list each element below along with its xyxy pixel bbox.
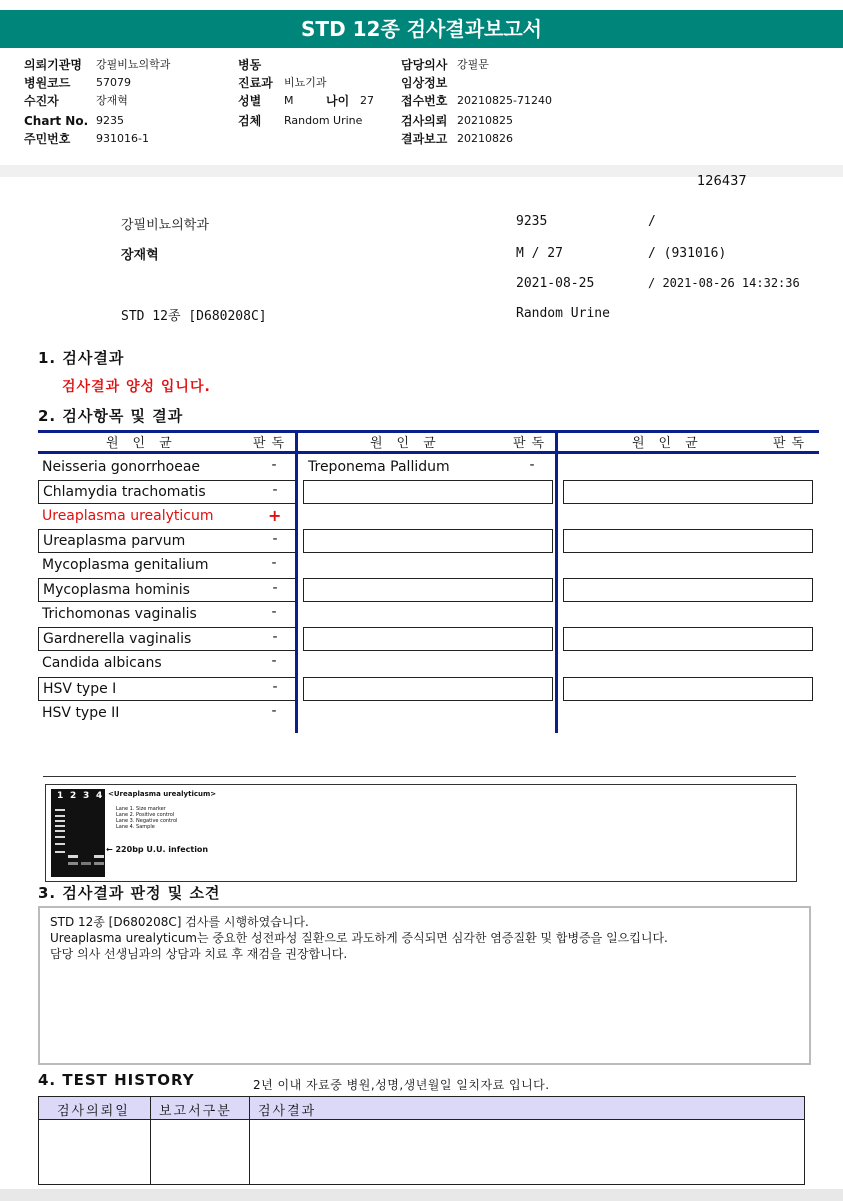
label-ward: 병동 bbox=[238, 58, 262, 72]
history-header-request-date: 검사의뢰일 bbox=[57, 1104, 130, 1119]
label-institution: 의뢰기관명 bbox=[24, 58, 82, 72]
organism-row bbox=[38, 603, 296, 627]
section2-title: 2. 검사항목 및 결과 bbox=[38, 407, 184, 425]
organism-results-table bbox=[38, 430, 819, 733]
empty-result-cell bbox=[563, 627, 813, 651]
opinion-line: STD 12종 [D680208C] 검사를 시행하였습니다. bbox=[50, 915, 309, 929]
value-patient: 장재혁 bbox=[96, 94, 128, 107]
history-column-divider bbox=[249, 1097, 250, 1184]
patient-test-name: STD 12종 [D680208C] bbox=[121, 309, 267, 324]
empty-result-cell bbox=[563, 677, 813, 701]
organism-result: - bbox=[271, 604, 277, 620]
value-chart-no: 9235 bbox=[96, 114, 124, 127]
header-judgement: 판독 bbox=[253, 436, 291, 451]
patient-specimen: Random Urine bbox=[516, 306, 610, 321]
organism-name: Treponema Pallidum bbox=[308, 459, 450, 475]
gel-band bbox=[55, 815, 65, 817]
empty-result-cell bbox=[303, 529, 553, 553]
organism-row bbox=[38, 456, 296, 480]
empty-result-cell bbox=[563, 480, 813, 504]
gel-band bbox=[55, 851, 65, 853]
patient-sex-age: M / 27 bbox=[516, 246, 563, 261]
empty-result-cell bbox=[303, 627, 553, 651]
gel-legend-item: Lane 3. Negative control bbox=[116, 818, 178, 824]
label-sex: 성별 bbox=[238, 94, 262, 108]
organism-row bbox=[38, 652, 296, 676]
empty-result-cell bbox=[303, 480, 553, 504]
history-column-divider bbox=[150, 1097, 151, 1184]
history-header-report-type: 보고서구분 bbox=[159, 1104, 232, 1119]
history-note: 2년 이내 자료중 병원,성명,생년월일 일치자료 입니다. bbox=[253, 1078, 550, 1092]
gel-legend-item: Lane 4. Sample bbox=[116, 824, 155, 830]
empty-result-cell bbox=[563, 529, 813, 553]
label-patient: 수진자 bbox=[24, 94, 59, 108]
history-header-row bbox=[39, 1097, 804, 1120]
organism-row bbox=[38, 554, 296, 578]
label-doctor: 담당의사 bbox=[401, 58, 448, 72]
organism-row bbox=[38, 578, 296, 602]
gel-top-rule bbox=[43, 776, 796, 777]
organism-row bbox=[38, 702, 296, 726]
empty-result-cell bbox=[303, 578, 553, 602]
gel-band bbox=[68, 862, 78, 865]
organism-result: - bbox=[272, 629, 278, 645]
value-receipt-no: 20210825-71240 bbox=[457, 94, 552, 107]
organism-row-positive bbox=[38, 505, 296, 529]
value-doctor: 강필문 bbox=[457, 58, 489, 71]
gel-band bbox=[94, 862, 104, 865]
organism-row bbox=[38, 480, 296, 504]
gel-band bbox=[55, 820, 65, 822]
table-header-rule bbox=[38, 451, 819, 454]
value-hospital-code: 57079 bbox=[96, 76, 131, 89]
header-organism: 원인균 bbox=[370, 436, 450, 451]
opinion-line: Ureaplasma urealyticum는 중요한 성전파성 질환으로 과도하게 증식되면 심각한 염증질환 및 합병증을 일으킵니다. bbox=[50, 931, 668, 945]
organism-name: Mycoplasma genitalium bbox=[42, 557, 209, 573]
label-report-date: 결과보고 bbox=[401, 132, 448, 146]
gel-legend-item: Lane 1. Size marker bbox=[116, 806, 166, 812]
organism-name: HSV type I bbox=[43, 681, 117, 697]
patient-report-datetime: / 2021-08-26 14:32:36 bbox=[648, 276, 800, 290]
opinion-line: 담당 의사 선생님과의 상담과 치료 후 재검을 권장합니다. bbox=[50, 947, 348, 961]
lane-number: 3 bbox=[83, 791, 90, 801]
patient-chart-no: 9235 bbox=[516, 214, 548, 229]
organism-result: - bbox=[271, 653, 277, 669]
organism-result: - bbox=[272, 679, 278, 695]
gel-legend-item: Lane 2. Positive control bbox=[116, 812, 175, 818]
value-specimen: Random Urine bbox=[284, 114, 363, 127]
value-resident-no: 931016-1 bbox=[96, 132, 149, 145]
gel-band bbox=[55, 843, 65, 845]
organism-name: Ureaplasma urealyticum bbox=[42, 508, 214, 524]
gel-band bbox=[94, 855, 104, 858]
report-number: 126437 bbox=[697, 174, 747, 189]
opinion-text-box bbox=[38, 906, 811, 1065]
organism-name: Mycoplasma hominis bbox=[43, 582, 190, 598]
organism-row bbox=[38, 529, 296, 553]
gel-title: <Ureaplasma urealyticum> bbox=[108, 790, 217, 798]
page-bottom-bar bbox=[0, 1189, 843, 1201]
organism-result: - bbox=[272, 482, 278, 498]
organism-name: Trichomonas vaginalis bbox=[42, 606, 197, 622]
organism-result: - bbox=[271, 457, 277, 473]
organism-name: HSV type II bbox=[42, 705, 120, 721]
gel-band-annotation: ← 220bp U.U. infection bbox=[106, 845, 209, 854]
organism-row bbox=[38, 677, 296, 701]
table-column-divider bbox=[555, 430, 558, 733]
value-request-date: 20210825 bbox=[457, 114, 513, 127]
label-request-date: 검사의뢰 bbox=[401, 114, 448, 128]
organism-name: Chlamydia trachomatis bbox=[43, 484, 206, 500]
organism-name: Neisseria gonorrhoeae bbox=[42, 459, 201, 475]
gel-band bbox=[55, 825, 65, 827]
organism-result: - bbox=[271, 555, 277, 571]
empty-result-cell bbox=[303, 677, 553, 701]
patient-hospital: 강필비뇨의학과 bbox=[121, 218, 209, 233]
label-specimen: 검체 bbox=[238, 114, 262, 128]
value-sex: M bbox=[284, 94, 294, 107]
patient-birth: / (931016) bbox=[648, 246, 727, 261]
organism-result: - bbox=[529, 457, 535, 473]
gel-image-frame bbox=[45, 784, 797, 882]
lane-number: 2 bbox=[70, 791, 77, 801]
header-organism: 원인균 bbox=[106, 436, 186, 451]
organism-result: - bbox=[272, 531, 278, 547]
label-hospital-code: 병원코드 bbox=[24, 76, 71, 90]
label-age: 나이 bbox=[326, 94, 350, 108]
value-institution: 강필비뇨의학과 bbox=[96, 58, 171, 71]
label-chart-no: Chart No. bbox=[24, 114, 89, 128]
gel-band bbox=[55, 830, 65, 832]
section3-title: 3. 검사결과 판정 및 소견 bbox=[38, 884, 221, 902]
empty-result-cell bbox=[563, 578, 813, 602]
organism-result: + bbox=[268, 506, 282, 525]
organism-name: Gardnerella vaginalis bbox=[43, 631, 192, 647]
label-department: 진료과 bbox=[238, 76, 273, 90]
lane-number: 4 bbox=[96, 791, 103, 801]
label-resident-no: 주민번호 bbox=[24, 132, 71, 146]
gel-band bbox=[81, 862, 91, 865]
organism-row bbox=[38, 627, 296, 651]
gel-electrophoresis-image bbox=[51, 789, 105, 877]
value-report-date: 20210826 bbox=[457, 132, 513, 145]
organism-result: - bbox=[271, 703, 277, 719]
organism-name: Ureaplasma parvum bbox=[43, 533, 186, 549]
gel-band bbox=[55, 809, 65, 811]
header-organism: 원인균 bbox=[632, 436, 712, 451]
header-judgement: 판독 bbox=[513, 436, 551, 451]
value-age: 27 bbox=[360, 94, 374, 107]
header-info-col3 bbox=[401, 56, 552, 148]
lane-number: 1 bbox=[57, 791, 64, 801]
header-info-col1 bbox=[24, 56, 170, 148]
patient-request-date: 2021-08-25 bbox=[516, 276, 595, 291]
section4-title: 4. TEST HISTORY bbox=[38, 1071, 195, 1089]
section1-title: 1. 검사결과 bbox=[38, 349, 125, 367]
label-receipt-no: 접수번호 bbox=[401, 94, 448, 108]
header-info-col2 bbox=[238, 56, 374, 130]
organism-row bbox=[304, 456, 554, 480]
report-title: STD 12종 검사결과보고서 bbox=[0, 10, 843, 48]
value-department: 비뇨기과 bbox=[284, 76, 327, 89]
test-history-table bbox=[38, 1096, 805, 1185]
header-judgement: 판독 bbox=[773, 436, 811, 451]
patient-slash: / bbox=[648, 214, 656, 229]
gel-band bbox=[55, 836, 65, 838]
patient-name: 장재혁 bbox=[121, 248, 159, 263]
gel-band bbox=[68, 855, 78, 858]
organism-name: Candida albicans bbox=[42, 655, 162, 671]
history-header-result: 검사결과 bbox=[258, 1104, 317, 1119]
positive-result-message: 검사결과 양성 입니다. bbox=[62, 379, 211, 395]
organism-result: - bbox=[272, 580, 278, 596]
label-clinical-info: 임상정보 bbox=[401, 76, 448, 90]
